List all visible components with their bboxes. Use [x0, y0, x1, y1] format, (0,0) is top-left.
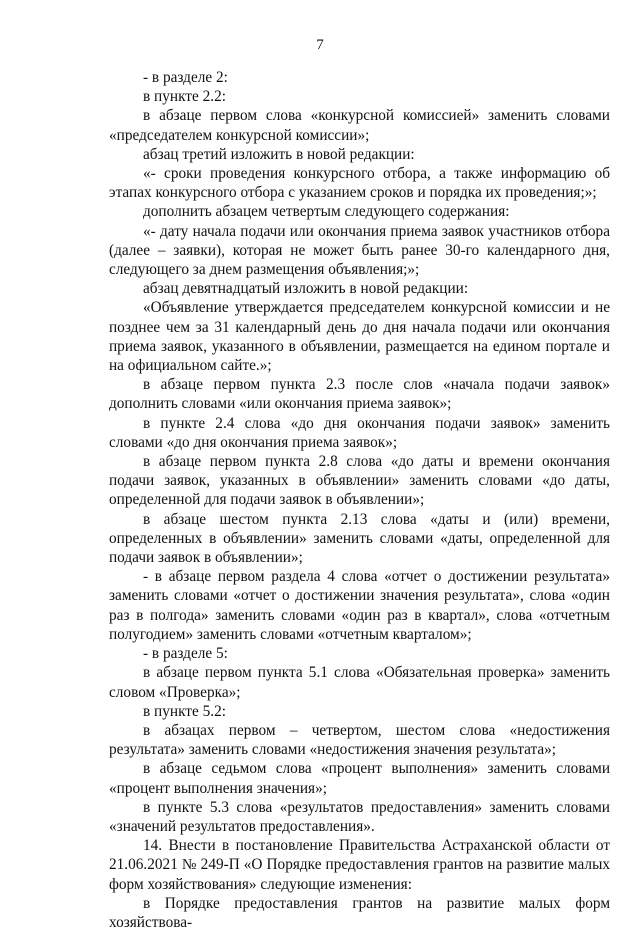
paragraph: в абзаце первом слова «конкурсной комиссией» заменить словами «председателем конкурсной комиссии»;	[109, 107, 610, 144]
paragraph: в абзаце шестом пункта 2.13 слова «даты и (или) времени, определенных в объявлении» заменить словами «даты, определенной для подачи заявок в объявлении»;	[109, 510, 610, 567]
paragraph: в пункте 2.4 слова «до дня окончания подачи заявок» заменить словами «до дня окончания приема заявок»;	[109, 414, 610, 451]
paragraph: - в разделе 5:	[143, 645, 228, 663]
paragraph: - в абзаце первом раздела 4 слова «отчет о достижении результата» заменить словами «отчет о достижении значения результата», слова «один раз в полгода» заменить словами «один раз в квартал», слова «отчетным полугодием» заменить словами «отчетным кварталом»;	[109, 568, 610, 643]
paragraph: в Порядке предоставления грантов на развитие малых форм хозяйствова-	[109, 894, 610, 931]
page-number: 7	[316, 37, 324, 53]
paragraph: - в разделе 2:	[143, 69, 228, 86]
paragraph: абзац третий изложить в новой редакции:	[143, 145, 415, 163]
paragraph: в пункте 5.2:	[143, 702, 226, 720]
paragraph: в пункте 2.2:	[143, 88, 226, 106]
paragraph: в абзаце седьмом слова «процент выполнения» заменить словами «процент выполнения значения»;	[109, 760, 610, 797]
paragraph: абзац девятнадцатый изложить в новой редакции:	[143, 280, 469, 298]
paragraph: в пункте 5.3 слова «результатов предоставления» заменить словами «значений результатов предоставления».	[109, 798, 610, 835]
document-body	[109, 68, 610, 932]
paragraph: 14. Внести в постановление Правительства Астраханской области от 21.06.2021 № 249-П «О Порядке предоставления грантов на развитие малых форм хозяйствования» следующие изменения:	[109, 837, 610, 893]
paragraph: в абзаце первом пункта 2.3 после слов «начала подачи заявок» дополнить словами «или окончания приема заявок»;	[109, 376, 610, 413]
paragraph: в абзацах первом – четвертом, шестом слова «недостижения результата» заменить словами «недостижения значения результата»;	[109, 721, 610, 759]
paragraph: «- сроки проведения конкурсного отбора, а также информацию об этапах конкурсного отбора с указанием сроков и порядка их проведения;»;	[109, 165, 610, 202]
paragraph: «- дату начала подачи или окончания приема заявок участников отбора (далее – заявки), которая не может быть ранее 30-го календарного дня, следующего за днем размещения объявления;»;	[109, 222, 610, 279]
paragraph: дополнить абзацем четвертым следующего содержания:	[143, 203, 510, 221]
paragraph: «Объявление утверждается председателем конкурсной комиссии и не позднее чем за 31 календарный день до дня начала подачи или окончания приема заявок, указанного в объявлении, размещается на едином портале и на официальном сайте.»;	[109, 299, 610, 375]
paragraph: в абзаце первом пункта 2.8 слова «до даты и времени окончания подачи заявок, указанных в объявлении» заменить словами «до даты, определенной для подачи заявок в объявлении»;	[109, 453, 610, 509]
paragraph: в абзаце первом пункта 5.1 слова «Обязательная проверка» заменить словом «Проверка»;	[109, 664, 610, 701]
